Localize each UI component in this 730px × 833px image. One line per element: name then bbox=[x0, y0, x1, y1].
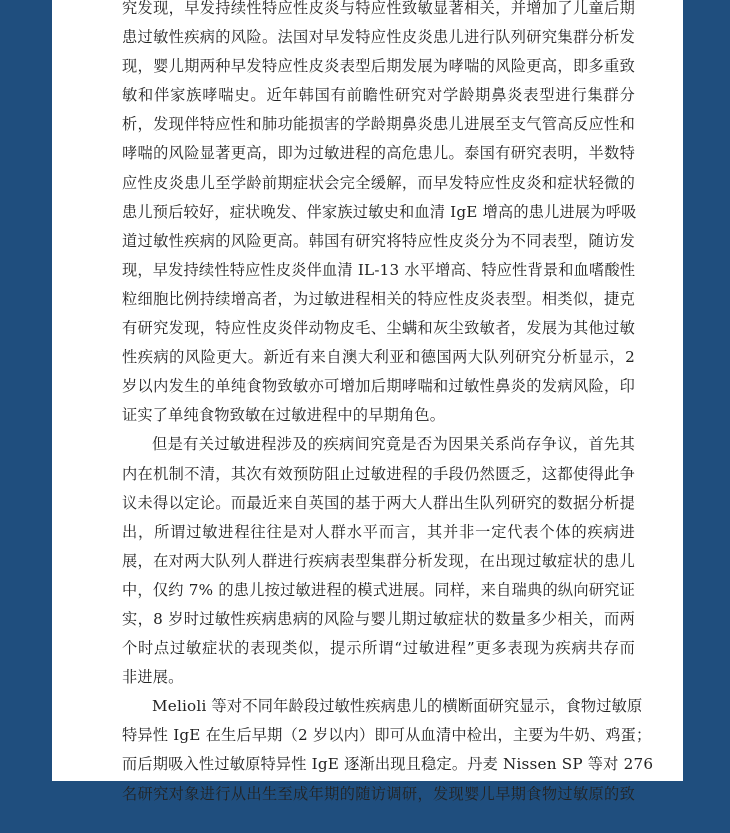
text-line: 患过敏性疾病的风险。法国对早发特应性皮炎患儿进行队列研究集群分析发 bbox=[122, 28, 635, 47]
text-line: Melioli 等对不同年龄段过敏性疾病患儿的横断面研究显示，食物过敏原 bbox=[152, 697, 643, 716]
text-line: 证实了单纯食物致敏在过敏进程中的早期角色。 bbox=[122, 406, 446, 425]
text-line: 究发现，早发持续性特应性皮炎与特应性致敏显著相关，并增加了儿童后期 bbox=[122, 0, 635, 17]
paragraph-3 bbox=[122, 692, 654, 808]
text-line: 名研究对象进行从出生至成年期的随访调研，发现婴儿早期食物过敏原的致 bbox=[122, 784, 635, 803]
text-line: 道过敏性疾病的风险更高。韩国有研究将特应性皮炎分为不同表型，随访发 bbox=[122, 231, 635, 250]
text-line: 敏和伴家族哮喘史。近年韩国有前瞻性研究对学龄期鼻炎表型进行集群分 bbox=[122, 86, 635, 105]
text-line: 但是有关过敏进程涉及的疾病间究竟是否为因果关系尚存争议，首先其 bbox=[152, 435, 635, 454]
text-line: 应性皮炎患儿至学龄前期症状会完全缓解，而早发特应性皮炎和症状轻微的 bbox=[122, 173, 635, 192]
text-line: 析，发现伴特应性和肺功能损害的学龄期鼻炎患儿进展至支气管高反应性和 bbox=[122, 115, 635, 134]
text-line: 现，早发持续性特应性皮炎伴血清 IL-13 水平增高、特应性背景和血嗜酸性 bbox=[122, 260, 636, 279]
text-line: 出，所谓过敏进程往往是对人群水平而言，其并非一定代表个体的疾病进 bbox=[122, 522, 635, 541]
text-line: 粒细胞比例持续增高者，为过敏进程相关的特应性皮炎表型。相类似，捷克 bbox=[122, 289, 635, 308]
document-page bbox=[52, 0, 683, 803]
text-line: 岁以内发生的单纯食物致敏亦可增加后期哮喘和过敏性鼻炎的发病风险，印 bbox=[122, 377, 635, 396]
text-line: 现，婴儿期两种早发特应性皮炎表型后期发展为哮喘的风险更高，即多重致 bbox=[122, 57, 635, 76]
text-line: 非进展。 bbox=[122, 668, 184, 687]
text-line: 中，仅约 7% 的患儿按过敏进程的模式进展。同样，来自瑞典的纵向研究证 bbox=[122, 580, 635, 599]
text-line: 哮喘的风险显著更高，即为过敏进程的高危患儿。泰国有研究表明，半数特 bbox=[122, 144, 635, 163]
paragraph-2 bbox=[122, 430, 635, 692]
text-line: 展，在对两大队列人群进行疾病表型集群分析发现，在出现过敏症状的患儿 bbox=[122, 551, 635, 570]
text-line: 而后期吸入性过敏原特异性 IgE 逐渐出现且稳定。丹麦 Nissen SP 等对 276 bbox=[122, 755, 654, 774]
text-line: 性疾病的风险更大。新近有来自澳大利亚和德国两大队列研究分析显示，2 bbox=[122, 348, 635, 367]
text-line: 实，8 岁时过敏性疾病患病的风险与婴儿期过敏症状的数量多少相关，而两 bbox=[122, 609, 635, 628]
text-line: 有研究发现，特应性皮炎伴动物皮毛、尘螨和灰尘致敏者，发展为其他过敏 bbox=[122, 319, 635, 338]
text-line: 患儿预后较好，症状晚发、伴家族过敏史和血清 IgE 增高的患儿进展为呼吸 bbox=[122, 202, 637, 221]
body-text bbox=[122, 0, 654, 809]
text-line: 特异性 IgE 在生后早期（2 岁以内）即可从血清中检出，主要为牛奶、鸡蛋； bbox=[122, 726, 652, 745]
text-line: 议未得以定论。而最近来自英国的基于两大人群出生队列研究的数据分析提 bbox=[122, 493, 635, 512]
paragraph-1 bbox=[122, 0, 635, 430]
text-line: 个时点过敏症状的表现类似，提示所谓“过敏进程”更多表现为疾病共存而 bbox=[122, 639, 635, 658]
text-line: 内在机制不清，其次有效预防阻止过敏进程的手段仍然匮乏，这都使得此争 bbox=[122, 464, 635, 483]
